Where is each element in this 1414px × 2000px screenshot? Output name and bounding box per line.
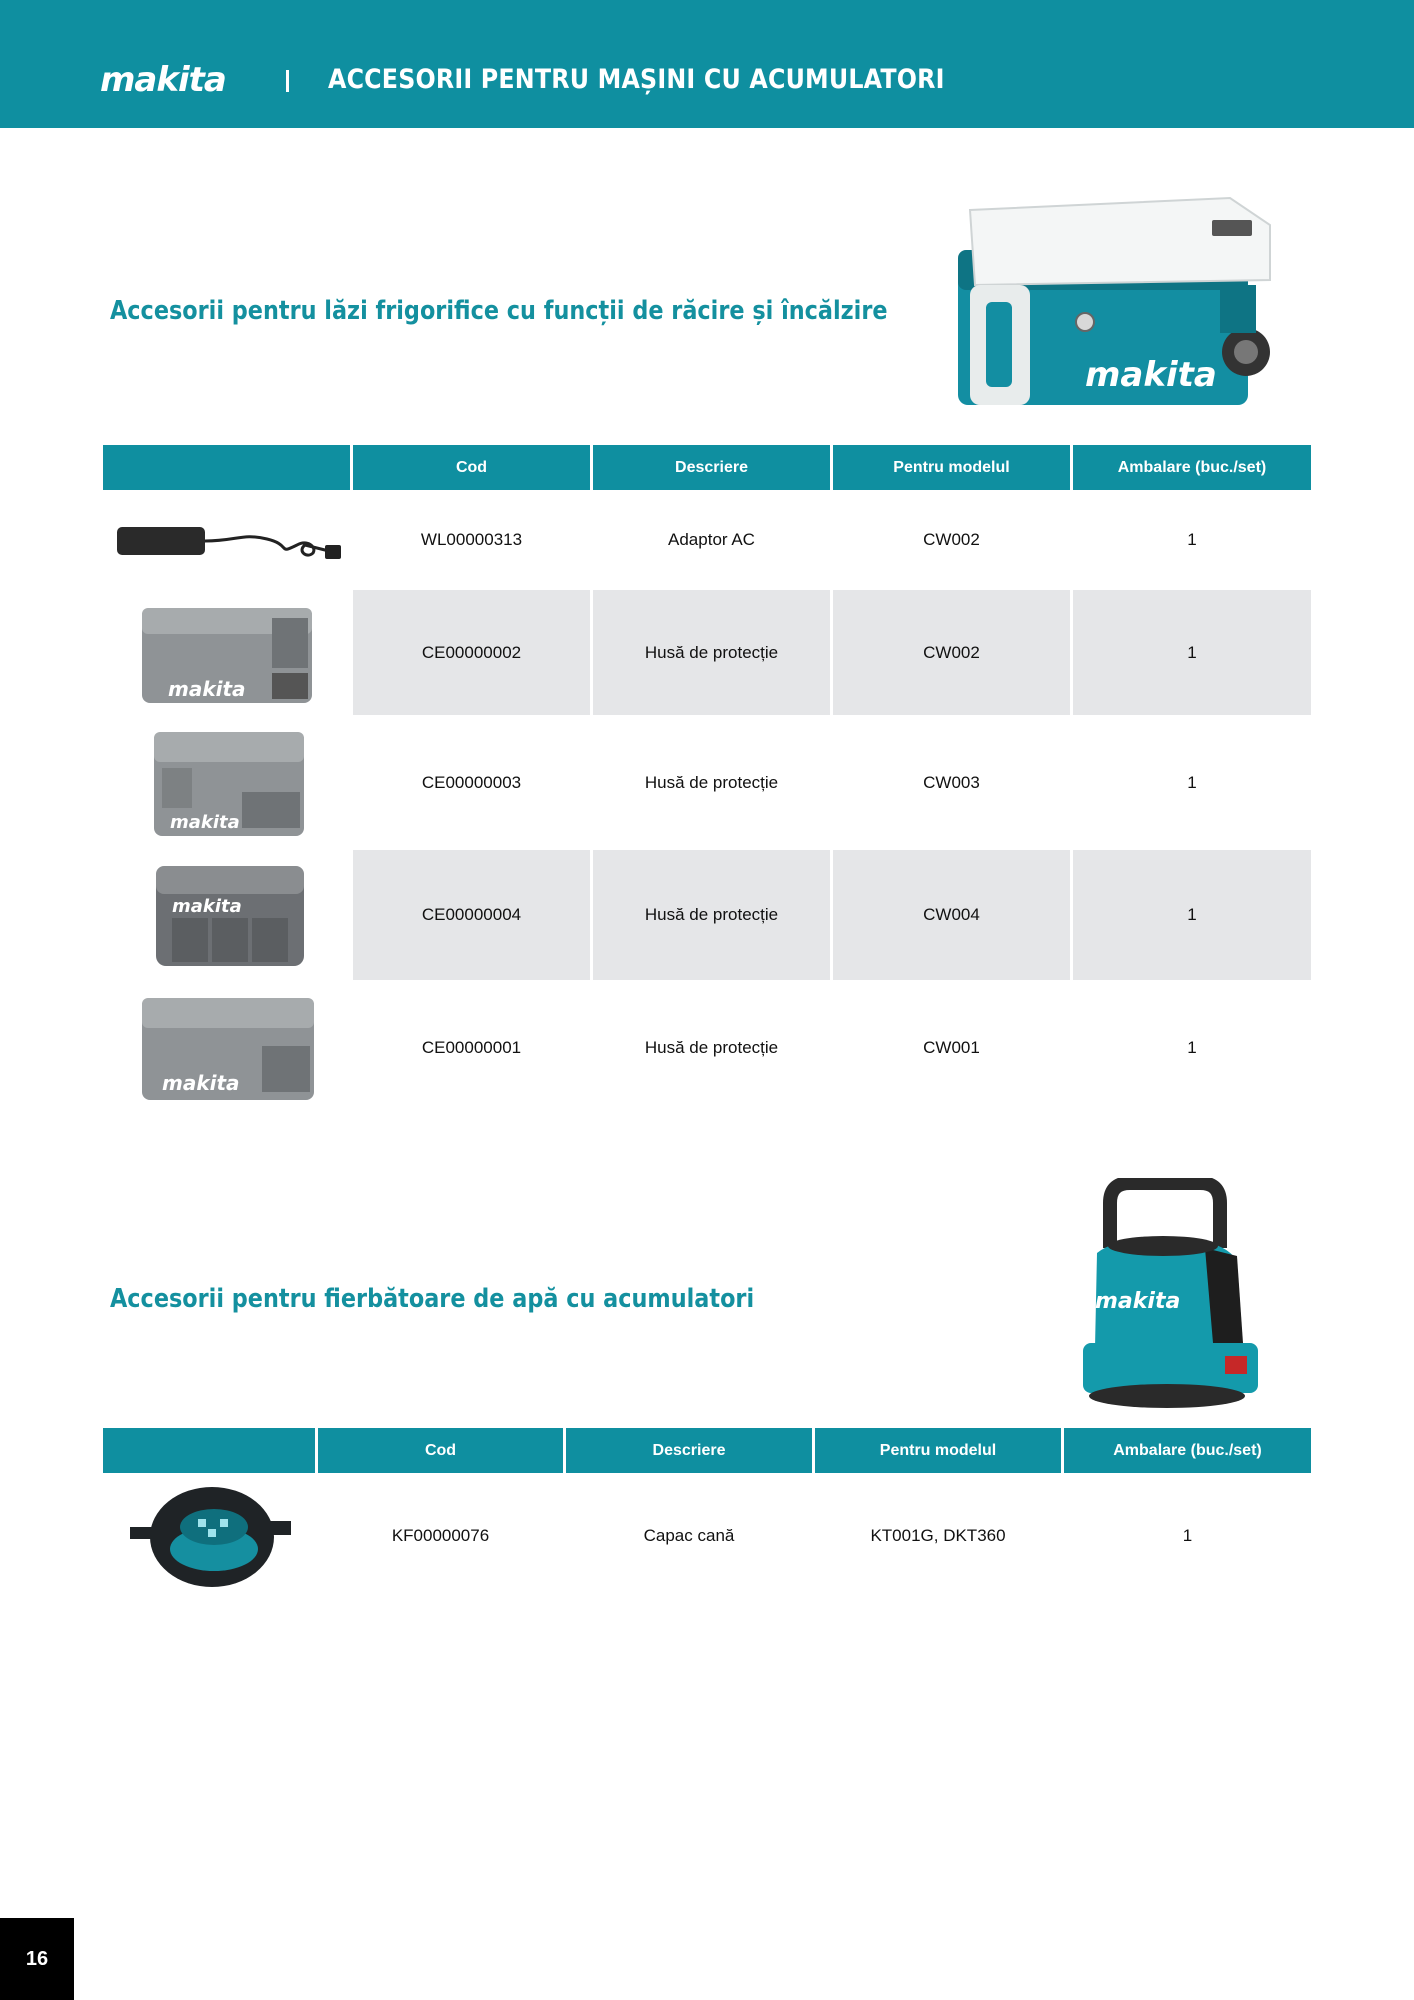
makita-logo (100, 58, 250, 98)
page-number: 16 (0, 1918, 74, 2000)
header-ambalare: Ambalare (buc./set) (1064, 1428, 1311, 1473)
cell-cod: CE00000002 (353, 590, 590, 715)
header-descriere: Descriere (593, 445, 830, 490)
svg-text:makita: makita (171, 895, 242, 917)
table-row (103, 715, 1311, 850)
ac-adapter-image (103, 490, 350, 590)
cell-ambalare: 1 (1073, 850, 1311, 980)
cell-cod: WL00000313 (420, 530, 523, 549)
svg-text:makita: makita (167, 676, 246, 701)
cell-ambalare: 1 (1073, 590, 1311, 715)
kettle-lid-image (103, 1473, 315, 1598)
kettle-image (1083, 1183, 1258, 1408)
protective-cover-image (103, 590, 350, 715)
table-row (103, 980, 1311, 1115)
header-cod: Cod (353, 445, 590, 490)
svg-text:makita: makita (100, 60, 226, 98)
table-row (103, 490, 1311, 590)
svg-text:makita: makita (1095, 1289, 1181, 1314)
section-title-coolers: Accesorii pentru lăzi frigorifice cu funcții de răcire și încălzire (110, 296, 888, 326)
page-header (0, 0, 1414, 128)
cell-ambalare: 1 (1187, 1037, 1197, 1057)
protective-cover-image (103, 980, 350, 1115)
header-model: Pentru modelul (833, 445, 1070, 490)
header-divider (286, 70, 289, 92)
cell-model: CW001 (923, 1037, 980, 1057)
table-row (103, 590, 1311, 715)
cell-cod: CE00000001 (421, 1037, 522, 1057)
cell-descriere: Adaptor AC (668, 530, 755, 549)
header-cod: Cod (318, 1428, 563, 1473)
section-title-kettles: Accesorii pentru fierbătoare de apă cu acumulatori (110, 1284, 755, 1314)
kettle-accessories-table (103, 1428, 1311, 1598)
cell-cod: KF00000076 (391, 1525, 490, 1545)
svg-text:makita: makita (169, 811, 240, 833)
header-image-column (103, 1428, 315, 1473)
table-header (103, 1428, 1311, 1473)
cell-model: CW003 (923, 772, 980, 792)
cell-cod: CE00000003 (421, 772, 522, 792)
header-ambalare: Ambalare (buc./set) (1073, 445, 1311, 490)
table-row (103, 850, 1311, 980)
header-descriere: Descriere (566, 1428, 812, 1473)
cell-model: KT001G, DKT360 (870, 1525, 1006, 1545)
cell-ambalare: 1 (1187, 772, 1197, 792)
cell-descriere: Husă de protecție (593, 590, 830, 715)
header-model: Pentru modelul (815, 1428, 1061, 1473)
cell-ambalare: 1 (1187, 530, 1197, 549)
cell-model: CW002 (833, 590, 1070, 715)
coolers-accessories-table (103, 445, 1311, 1120)
protective-cover-image (103, 715, 350, 850)
svg-text:makita: makita (161, 1071, 240, 1095)
cooler-box-image (950, 190, 1280, 420)
table-header (103, 445, 1311, 490)
page-title: ACCESORII PENTRU MAȘINI CU ACUMULATORI (328, 64, 945, 95)
cell-descriere: Husă de protecție (593, 850, 830, 980)
table-row (103, 1473, 1311, 1598)
cell-model: CW002 (923, 530, 980, 549)
cell-descriere: Capac cană (643, 1525, 735, 1545)
cell-descriere: Husă de protecție (644, 1037, 779, 1057)
svg-text:makita: makita (1085, 355, 1217, 395)
header-image-column (103, 445, 350, 490)
cell-ambalare: 1 (1182, 1525, 1193, 1545)
cell-cod: CE00000004 (353, 850, 590, 980)
cell-descriere: Husă de protecție (644, 772, 779, 792)
protective-cover-image (103, 850, 350, 980)
cell-model: CW004 (833, 850, 1070, 980)
